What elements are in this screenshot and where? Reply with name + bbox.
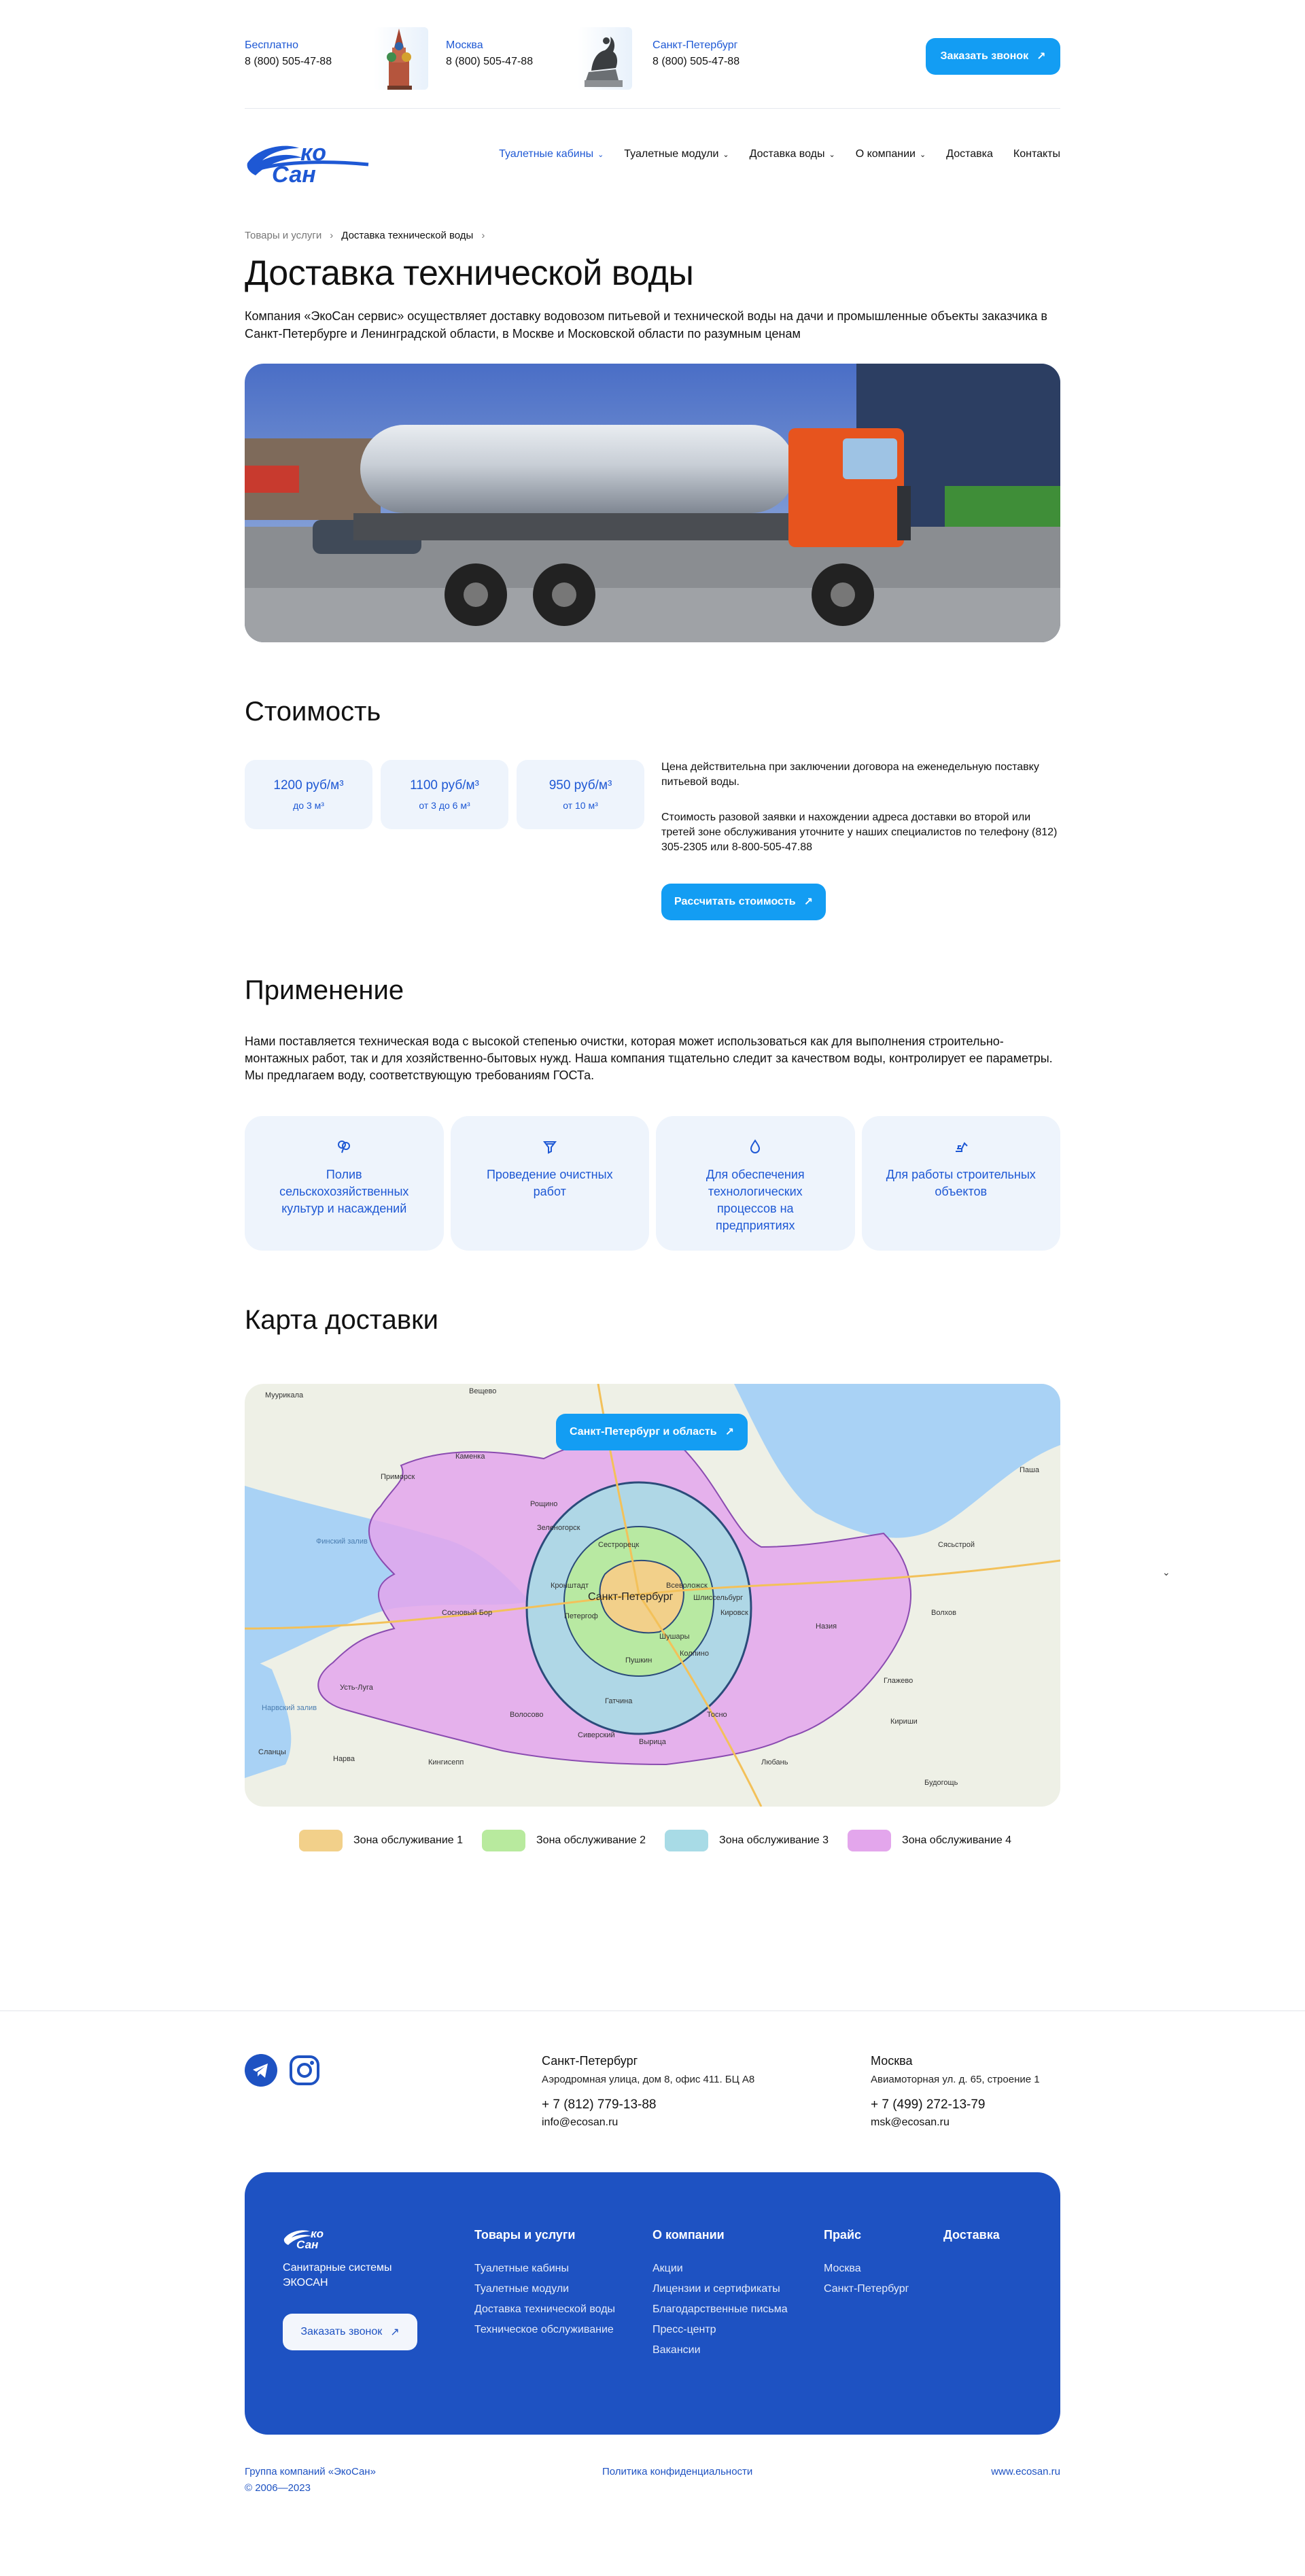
legend-item	[299, 1830, 463, 1851]
nav-item[interactable]	[624, 148, 729, 160]
office-city: Санкт-Петербург	[542, 2054, 638, 2068]
excavator-icon	[951, 1136, 971, 1157]
delivery-map[interactable]	[245, 1384, 1060, 1807]
map-water-label: Нарвский залив	[262, 1704, 317, 1712]
nav-item[interactable]	[856, 148, 926, 160]
arrow-up-right-icon: ↗	[725, 1427, 734, 1438]
contact-free	[245, 39, 332, 68]
footer-column	[474, 2228, 615, 2336]
map-place-label: Усть-Луга	[340, 1684, 373, 1692]
nav-item-label: Туалетные модули	[624, 148, 719, 160]
svg-text:ко: ко	[300, 140, 327, 166]
office-city: Москва	[871, 2054, 913, 2068]
map-place-label: Кингисепп	[428, 1758, 464, 1766]
nav-item-label: Доставка	[946, 148, 993, 160]
copyright: © 2006—2023	[245, 2482, 311, 2494]
footer-link[interactable]: Пресс-центр	[652, 2324, 716, 2335]
map-place-label: Кировск	[720, 1609, 748, 1617]
footer-link[interactable]: Акции	[652, 2263, 683, 2274]
usage-card	[656, 1116, 855, 1251]
region-select-button[interactable]	[556, 1414, 748, 1450]
svg-text:ко: ко	[311, 2227, 324, 2240]
legend-item	[665, 1830, 829, 1851]
map-place-label: Колпино	[680, 1650, 709, 1658]
office-phone[interactable]: + 7 (499) 272-13-79	[871, 2098, 986, 2112]
footer-order-call-label: Заказать звонок	[300, 2326, 383, 2337]
footer-column-heading[interactable]: Доставка	[943, 2228, 1000, 2242]
map-place-label: Шлиссельбург	[693, 1594, 744, 1602]
footer-link[interactable]: Доставка технической воды	[474, 2303, 616, 2315]
price-card	[245, 760, 372, 829]
usage-card	[862, 1116, 1061, 1251]
map-place-label: Глажево	[884, 1677, 914, 1685]
map-city-label: Санкт-Петербург	[588, 1591, 674, 1603]
top-bar	[245, 0, 1060, 109]
contact-phone[interactable]: 8 (800) 505-47-88	[652, 56, 740, 67]
spb-monument-image	[578, 27, 632, 90]
price-volume: от 10 м³	[563, 800, 598, 811]
region-select-label: Санкт-Петербург и область	[570, 1426, 717, 1438]
footer-column	[652, 2228, 788, 2356]
footer-column	[824, 2228, 909, 2295]
chevron-right-icon: ›	[330, 230, 334, 241]
telegram-icon[interactable]	[245, 2054, 277, 2090]
nav-item-label: О компании	[855, 148, 916, 160]
price-value: 950 руб/м³	[549, 778, 612, 793]
map-place-label: Сосновый Бор	[442, 1609, 493, 1617]
map-heading: Карта доставки	[245, 1305, 438, 1335]
usage-cards	[245, 1116, 1060, 1251]
office-address: Аэродромная улица, дом 8, офис 411. БЦ А8	[542, 2074, 755, 2085]
ecosan-logo[interactable]	[245, 133, 374, 188]
nav-item[interactable]	[1013, 148, 1060, 160]
breadcrumb-item[interactable]: Товары и услуги	[245, 230, 322, 241]
footer-order-call-button[interactable]	[283, 2314, 417, 2350]
map-place-label: Вещево	[469, 1387, 497, 1395]
contact-phone[interactable]: 8 (800) 505-47-88	[245, 56, 332, 67]
plant-icon	[334, 1136, 354, 1157]
map-place-label: Вырица	[639, 1738, 666, 1746]
contact-phone[interactable]: 8 (800) 505-47-88	[446, 56, 534, 67]
main-nav	[499, 148, 1060, 160]
office-moscow	[871, 2054, 1040, 2129]
usage-heading: Применение	[245, 975, 404, 1005]
price-card	[517, 760, 644, 829]
breadcrumb	[245, 230, 1060, 241]
map-place-label: Волосово	[510, 1711, 544, 1719]
footer-column-heading[interactable]: Прайс	[824, 2228, 862, 2242]
chevron-down-icon[interactable]: ⌄	[1162, 1567, 1170, 1578]
map-place-label: Сиверский	[578, 1731, 615, 1739]
brand-tagline: Санитарные системы ЭКОСАН	[283, 2262, 392, 2288]
nav-item[interactable]	[946, 148, 993, 160]
usage-card-label: Для работы строительных объектов	[886, 1168, 1036, 1198]
map-place-label: Назия	[816, 1622, 837, 1631]
legend-label: Зона обслуживание 4	[902, 1834, 1012, 1846]
water-truck-photo	[245, 364, 1060, 642]
map-place-label: Сясьстрой	[938, 1541, 975, 1549]
map-place-label: Петергоф	[564, 1612, 598, 1620]
legend-label: Зона обслуживание 3	[719, 1834, 829, 1846]
legend-label: Зона обслуживание 1	[353, 1834, 464, 1846]
footer-link[interactable]: Санкт-Петербург	[824, 2283, 909, 2295]
usage-card-label: Для обеспечения технологических процессов на предприятиях	[706, 1168, 805, 1232]
map-place-label: Любань	[761, 1758, 788, 1766]
footer-link[interactable]: Техническое обслуживание	[474, 2324, 614, 2335]
map-place-label: Сланцы	[258, 1748, 286, 1756]
chevron-right-icon: ›	[481, 230, 485, 241]
nav-item[interactable]	[499, 148, 604, 160]
order-call-button[interactable]	[926, 38, 1060, 75]
legend-swatch	[848, 1830, 891, 1851]
chevron-down-icon: ⌄	[723, 150, 729, 159]
footer-link[interactable]: Москва	[824, 2263, 861, 2274]
map-place-label: Кронштадт	[551, 1582, 589, 1590]
map-place-label: Шушары	[659, 1633, 690, 1641]
price-note-weekly: Цена действительна при заключении договора на еженедельную поставку питьевой воды.	[661, 761, 1039, 788]
map-place-label: Паша	[1020, 1466, 1039, 1474]
price-note-zones: Стоимость разовой заявки и нахождении адреса доставки во второй или третей зоне обслуживания уточните у наших специалистов по телефону (812) 305-2305 или 8-800-505-47.88	[661, 812, 1058, 853]
office-phone[interactable]: + 7 (812) 779-13-88	[542, 2098, 657, 2112]
usage-card	[245, 1116, 444, 1251]
order-call-label: Заказать звонок	[940, 50, 1029, 62]
contact-label: Санкт-Петербург	[652, 39, 738, 51]
instagram-icon[interactable]	[288, 2054, 321, 2090]
price-value: 1100 руб/м³	[410, 778, 479, 793]
arrow-up-right-icon: ↗	[803, 897, 813, 908]
footer-link[interactable]: Туалетные кабины	[474, 2263, 569, 2274]
map-place-label: Волхов	[931, 1609, 956, 1617]
map-place-label: Тосно	[707, 1711, 727, 1719]
arrow-up-right-icon: ↗	[1037, 51, 1046, 63]
footer-column-heading[interactable]: О компании	[652, 2228, 725, 2242]
map-water-label: Финский залив	[316, 1537, 368, 1546]
breadcrumb-current: Доставка технической воды	[341, 230, 474, 241]
page-title: Доставка технической воды	[245, 254, 694, 293]
privacy-link[interactable]: Политика конфиденциальности	[602, 2466, 753, 2477]
price-volume: от 3 до 6 м³	[419, 800, 470, 811]
legend-swatch	[482, 1830, 525, 1851]
legend-swatch	[665, 1830, 708, 1851]
usage-card-label: Проведение очистных работ	[486, 1168, 613, 1198]
nav-item-label: Туалетные кабины	[499, 148, 594, 160]
usage-card-label: Полив сельскохозяйственных культур и насаждений	[279, 1168, 409, 1215]
map-place-label: Каменка	[455, 1452, 485, 1461]
price-card	[381, 760, 508, 829]
footer-column-heading[interactable]: Товары и услуги	[474, 2228, 576, 2242]
footer-column	[943, 2228, 1000, 2242]
price-volume: до 3 м³	[293, 800, 324, 811]
office-email[interactable]: msk@ecosan.ru	[871, 2117, 950, 2128]
contact-label: Москва	[446, 39, 483, 51]
footer-link[interactable]: Вакансии	[652, 2344, 701, 2356]
map-place-label: Будогощь	[924, 1779, 958, 1787]
map-place-label: Пушкин	[625, 1656, 652, 1665]
nav-item-label: Контакты	[1013, 148, 1060, 160]
main-header	[245, 109, 1060, 204]
nav-item[interactable]	[750, 148, 835, 160]
funnel-icon	[540, 1136, 560, 1157]
map-place-label: Приморск	[381, 1473, 415, 1481]
chevron-down-icon: ⌄	[829, 150, 835, 159]
contact-moscow	[446, 39, 533, 68]
map-place-label: Зеленогорск	[537, 1524, 580, 1532]
usage-card	[451, 1116, 650, 1251]
legend-swatch	[299, 1830, 343, 1851]
page-intro: Компания «ЭкоСан сервис» осуществляет доставку водовозом питьевой и технической воды на дачи и промышленные объекты заказчика в Санкт-Петербурге и Ленинградской области, в Москве и Московской области по разумным ценам	[245, 309, 1047, 341]
calculate-cost-label: Рассчитать стоимость	[674, 896, 796, 907]
contact-spb	[652, 39, 740, 68]
nav-item-label: Доставка воды	[749, 148, 825, 160]
office-spb	[542, 2054, 754, 2129]
price-value: 1200 руб/м³	[273, 778, 344, 793]
map-place-label: Нарва	[333, 1755, 355, 1763]
footer-panel	[245, 2172, 1060, 2435]
svg-text:Сан: Сан	[296, 2238, 319, 2251]
site-link[interactable]: www.ecosan.ru	[991, 2466, 1060, 2477]
map-place-label: Муурикала	[265, 1391, 304, 1399]
contact-label: Бесплатно	[245, 39, 299, 51]
footer-link[interactable]: Лицензии и сертификаты	[652, 2283, 780, 2295]
office-email[interactable]: info@ecosan.ru	[542, 2117, 619, 2128]
moscow-kremlin-image	[374, 27, 428, 90]
legend-item	[848, 1830, 1011, 1851]
map-legend	[299, 1830, 1115, 1851]
company-group: Группа компаний «ЭкоСан»	[245, 2466, 376, 2477]
legend-label: Зона обслуживание 2	[536, 1834, 646, 1846]
footer-link[interactable]: Туалетные модули	[474, 2283, 570, 2295]
chevron-down-icon: ⌄	[919, 150, 926, 159]
usage-text: Нами поставляется техническая вода с высокой степенью очистки, которая может использоваться как для выполнения строительно-монтажных работ, так и для хозяйственно-бытовых нужд. Наша компания тщательно следит за качеством воды, контролирует ее параметры. Мы предлагаем воду, соответствующую требованиям ГОСТа.	[245, 1034, 1053, 1082]
map-place-label: Сестрорецк	[598, 1541, 640, 1549]
legend-item	[482, 1830, 646, 1851]
chevron-down-icon: ⌄	[597, 150, 604, 159]
droplet-icon	[745, 1136, 765, 1157]
calculate-cost-button[interactable]	[661, 884, 826, 920]
map-place-label: Гатчина	[605, 1697, 633, 1705]
map-place-label: Кириши	[890, 1718, 918, 1726]
footer-logo[interactable]	[283, 2224, 351, 2255]
arrow-up-right-icon: ↗	[390, 2327, 400, 2338]
map-place-label: Всеволожск	[666, 1582, 708, 1590]
footer-link[interactable]: Благодарственные письма	[652, 2303, 788, 2315]
svg-text:Сан: Сан	[272, 162, 316, 188]
map-place-label: Рощино	[530, 1500, 558, 1508]
office-address: Авиамоторная ул. д. 65, строение 1	[871, 2074, 1040, 2085]
pricing-heading: Стоимость	[245, 697, 381, 727]
